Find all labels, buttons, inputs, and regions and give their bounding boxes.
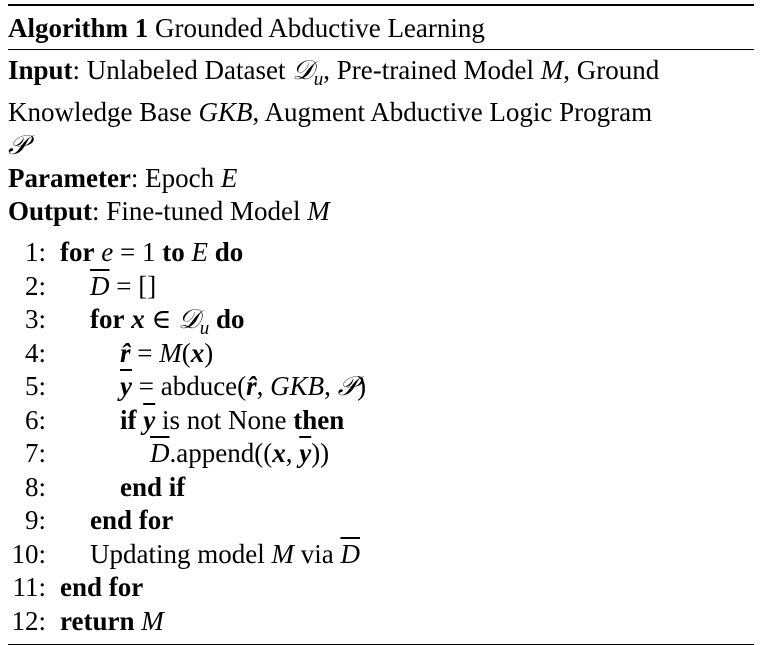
var-D-bar: $\overline{D}$	[90, 270, 110, 301]
text: is not None	[155, 404, 294, 435]
algorithm-line-5	[8, 370, 754, 404]
line-code	[120, 404, 344, 437]
gkb-symbol: GKB	[198, 97, 253, 127]
algorithm-lines	[8, 228, 754, 638]
line-number: 2:	[24, 270, 46, 301]
text: ∈	[144, 304, 179, 334]
text: = []	[109, 270, 157, 301]
input-line2-text: Knowledge Base	[8, 97, 199, 127]
algorithm-line-6	[8, 404, 754, 438]
line-code	[150, 437, 329, 470]
text: )	[204, 337, 214, 368]
algorithm-line-2	[8, 270, 754, 304]
line-code	[60, 605, 164, 638]
keyword-then: then	[293, 404, 345, 435]
algorithm-title	[8, 6, 754, 49]
var-r-hat: r̂	[120, 337, 131, 368]
var-P: 𝒫	[337, 371, 358, 402]
dataset-symbol: 𝒟	[292, 55, 314, 86]
line-code	[90, 270, 156, 303]
line-number: 5:	[24, 371, 46, 401]
keyword-to: to	[162, 237, 185, 267]
algorithm-line-12	[8, 605, 754, 639]
text: .append((	[169, 438, 273, 468]
line-code	[120, 370, 366, 403]
var-x: x	[272, 438, 286, 468]
text: ,	[256, 371, 271, 401]
output-model-symbol: M	[307, 196, 330, 226]
line-number: 6:	[24, 404, 46, 435]
keyword-return: return	[60, 605, 135, 636]
input-line2-text-b: , Augment Abductive Logic Program	[252, 97, 653, 127]
line-code	[90, 538, 360, 571]
var-D-bar: $\overline{D}$	[150, 438, 170, 468]
keyword-for: for	[60, 237, 95, 267]
parameter-text: : Epoch	[130, 163, 221, 193]
algorithm-line-4	[8, 337, 754, 371]
line-number: 12:	[11, 605, 46, 636]
epoch-symbol: E	[220, 163, 238, 193]
keyword-end-for: end for	[60, 572, 144, 602]
line-number: 11:	[12, 572, 46, 602]
output-line	[8, 195, 754, 228]
keyword-do: do	[216, 304, 245, 334]
var-y-bar: $\overline{y}$	[120, 371, 132, 401]
line-number: 1:	[24, 237, 46, 267]
keyword-for: for	[90, 304, 125, 334]
output-label: Output	[8, 196, 93, 226]
text: (	[181, 337, 191, 368]
text: =	[130, 337, 160, 368]
input-line-3	[8, 129, 754, 162]
keyword-end-for: end for	[90, 505, 174, 535]
algorithm-line-9	[8, 504, 754, 538]
text: ))	[311, 438, 330, 468]
algorithm-line-7	[8, 437, 754, 471]
var-r-hat: r̂	[246, 371, 257, 401]
text: via	[293, 538, 341, 569]
var-e: e	[101, 237, 114, 267]
text: )	[357, 371, 367, 401]
var-y-bar: $\overline{y}$	[299, 438, 312, 468]
text: ,	[324, 371, 338, 401]
var-M: M	[141, 605, 164, 636]
keyword-end-if: end if	[120, 471, 186, 502]
var-E: E	[191, 237, 208, 267]
input-text: : Unlabeled Dataset	[72, 55, 293, 85]
subscript: u	[199, 318, 210, 339]
input-label: Input	[8, 55, 73, 85]
algorithm-line-8	[8, 471, 754, 505]
model-symbol: M	[540, 55, 564, 85]
line-number: 3:	[24, 304, 46, 334]
dataset-subscript: u	[313, 69, 324, 90]
line-number: 4:	[24, 337, 46, 368]
parameter-label: Parameter	[8, 163, 131, 193]
algorithm-line-10	[8, 538, 754, 572]
var-GKB: GKB	[270, 371, 325, 401]
var-M: M	[271, 538, 294, 569]
algorithm-line-1	[8, 236, 754, 270]
input-text-3: , Ground	[563, 55, 660, 85]
line-number: 8:	[24, 471, 46, 502]
text: = 1	[113, 237, 163, 267]
algorithm-name: Grounded Abductive Learning	[154, 13, 485, 43]
line-number: 7:	[24, 438, 46, 468]
var-y-bar: $\overline{y}$	[143, 404, 156, 435]
line-code	[120, 337, 213, 370]
text: ,	[285, 438, 300, 468]
parameter-line	[8, 162, 754, 195]
line-code	[60, 236, 243, 269]
algorithm-line-11	[8, 571, 754, 605]
var-x: x	[131, 304, 145, 334]
program-symbol: 𝒫	[8, 130, 28, 161]
algorithm-block	[8, 0, 754, 645]
input-text-2: , Pre-trained Model	[323, 55, 541, 85]
algorithm-label: Algorithm 1	[8, 13, 149, 43]
input-line	[8, 54, 754, 96]
line-number: 10:	[11, 538, 46, 569]
var-D: 𝒟	[178, 304, 200, 335]
var-M: M	[159, 337, 182, 368]
output-text: : Fine-tuned Model	[92, 196, 308, 226]
text: = abduce(	[131, 371, 247, 401]
text: Updating model	[90, 538, 272, 569]
var-x: x	[190, 337, 205, 368]
line-number: 9:	[24, 505, 46, 535]
algorithm-line-3	[8, 303, 754, 337]
var-D-bar: $\overline{D}$	[340, 538, 360, 569]
algorithm-header	[8, 50, 754, 228]
keyword-if: if	[120, 404, 137, 435]
keyword-do: do	[214, 237, 244, 267]
input-line-2	[8, 96, 754, 129]
